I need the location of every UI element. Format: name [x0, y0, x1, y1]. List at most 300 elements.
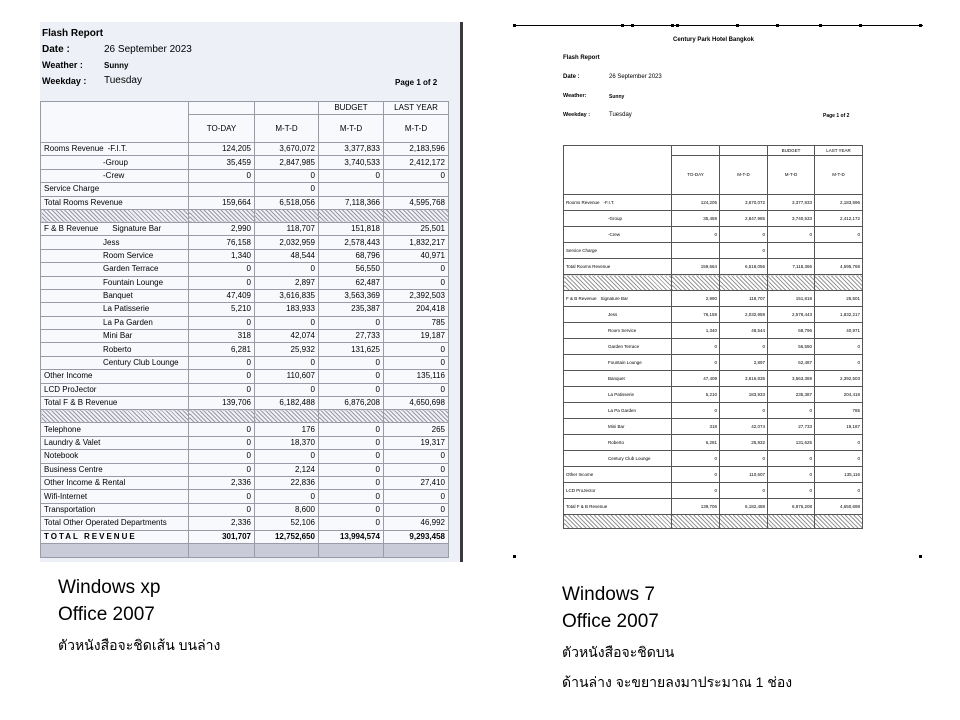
- row-label: [564, 291, 672, 307]
- row-sublabel: Garden Terrace: [608, 343, 640, 349]
- row-label: [41, 397, 189, 410]
- today-value: 76,158: [189, 236, 255, 249]
- today-value: 76,158: [672, 307, 720, 323]
- budget-value: 68,796: [768, 323, 815, 339]
- last-year-value: 0: [815, 483, 863, 499]
- today-value: 0: [189, 169, 255, 182]
- mtd-value: 48,544: [720, 323, 768, 339]
- today-value: 0: [189, 356, 255, 369]
- budget-value: 0: [319, 517, 384, 530]
- separator-cell: [384, 209, 449, 222]
- mtd-value: 0: [255, 263, 319, 276]
- row-sublabel: Jess: [103, 237, 120, 247]
- revenue-table: [40, 101, 449, 558]
- row-label-text: Total Other Operated Departments: [44, 518, 167, 528]
- budget-value: 6,876,208: [768, 499, 815, 515]
- today-value: 5,210: [189, 303, 255, 316]
- section-separator: [41, 209, 449, 222]
- section-separator: [564, 515, 863, 529]
- today-value: 47,409: [672, 371, 720, 387]
- table-row: [41, 490, 449, 503]
- budget-mtd-header: M-T-D: [768, 156, 815, 195]
- last-year-value: 2,412,172: [815, 211, 863, 227]
- today-value: 0: [672, 467, 720, 483]
- header-cell: [189, 102, 255, 115]
- last-year-value: 0: [384, 276, 449, 289]
- last-year-value: 9,293,458: [384, 530, 449, 543]
- today-value: 0: [189, 316, 255, 329]
- budget-value: 3,377,833: [319, 143, 384, 156]
- budget-value: 0: [319, 436, 384, 449]
- table-row: [41, 156, 449, 169]
- margin-marker: [819, 24, 822, 27]
- mtd-value: 42,074: [255, 330, 319, 343]
- table-row: [41, 143, 449, 156]
- budget-value: 68,796: [319, 249, 384, 262]
- row-sublabel: Signature Bar: [600, 295, 629, 301]
- budget-value: 0: [319, 450, 384, 463]
- table-row: [41, 517, 449, 530]
- margin-marker: [513, 555, 516, 558]
- today-header: TO-DAY: [189, 115, 255, 143]
- today-value: 1,340: [189, 249, 255, 262]
- table-row: [41, 397, 449, 410]
- margin-marker: [736, 24, 739, 27]
- today-value: 318: [672, 419, 720, 435]
- table-row: [41, 436, 449, 449]
- last-year-value: 0: [384, 263, 449, 276]
- table-row: [41, 463, 449, 476]
- last-year-value: 4,595,768: [384, 196, 449, 209]
- section-separator: [41, 410, 449, 423]
- table-row: [564, 243, 863, 259]
- today-value: 0: [189, 503, 255, 516]
- row-label: [564, 435, 672, 451]
- row-sublabel: Century Club Lounge: [103, 358, 179, 368]
- separator-cell: [720, 515, 768, 529]
- last-year-value: 0: [384, 343, 449, 356]
- mtd-value: 2,847,985: [255, 156, 319, 169]
- today-value: 139,706: [189, 397, 255, 410]
- last-year-value: 2,183,596: [815, 195, 863, 211]
- row-label-text: Notebook: [44, 451, 79, 461]
- row-label: [41, 276, 189, 289]
- mtd-value: 8,600: [255, 503, 319, 516]
- today-value: 0: [189, 450, 255, 463]
- today-value: [672, 243, 720, 259]
- left-office-caption: Office 2007: [58, 604, 155, 625]
- row-label: [41, 436, 189, 449]
- row-label-text: Transportation: [44, 504, 96, 514]
- budget-value: 0: [319, 503, 384, 516]
- right-note-caption-2: ด้านล่าง จะขยายลงมาประมาณ 1 ช่อง: [562, 674, 793, 690]
- row-label: [41, 183, 189, 196]
- table-row: [41, 383, 449, 396]
- mtd-value: 0: [720, 227, 768, 243]
- budget-mtd-header: M-T-D: [319, 115, 384, 143]
- table-row: [41, 343, 449, 356]
- row-sublabel: -F.I.T.: [107, 144, 128, 154]
- header-cell: [720, 146, 768, 156]
- row-label: [41, 343, 189, 356]
- row-label: [564, 483, 672, 499]
- row-label: [564, 307, 672, 323]
- budget-value: 3,740,533: [319, 156, 384, 169]
- header-row-top: [564, 146, 863, 156]
- weekday-label: Weekday :: [563, 112, 591, 118]
- last-year-value: 19,187: [815, 419, 863, 435]
- budget-value: 3,740,533: [768, 211, 815, 227]
- row-label: [564, 387, 672, 403]
- today-value: 0: [189, 276, 255, 289]
- mtd-value: 110,607: [255, 370, 319, 383]
- table-row: [564, 371, 863, 387]
- row-label: [41, 450, 189, 463]
- weather-value: Sunny: [609, 94, 625, 100]
- table-row: [41, 263, 449, 276]
- budget-value: 0: [319, 476, 384, 489]
- separator-cell: [255, 543, 319, 557]
- last-year-value: 0: [815, 355, 863, 371]
- separator-cell: [255, 410, 319, 423]
- mtd-value: 0: [720, 339, 768, 355]
- row-label-text: Rooms Revenue: [44, 144, 104, 154]
- today-value: 139,706: [672, 499, 720, 515]
- left-os-caption: Windows xp: [58, 577, 161, 598]
- separator-cell: [255, 209, 319, 222]
- revenue-table: [563, 145, 863, 529]
- table-row: [41, 503, 449, 516]
- separator-cell: [815, 515, 863, 529]
- date-value: 26 September 2023: [609, 74, 662, 80]
- table-row: [564, 499, 863, 515]
- table-row: [564, 483, 863, 499]
- weather-label: Weather:: [563, 93, 587, 99]
- budget-value: 235,387: [319, 303, 384, 316]
- right-os-caption: Windows 7: [562, 584, 655, 605]
- table-row: [564, 435, 863, 451]
- table-row: [564, 339, 863, 355]
- row-label-text: Total Rooms Revenue: [566, 263, 611, 269]
- table-row: [564, 451, 863, 467]
- row-label-text: Total F & B Revenue: [44, 398, 118, 408]
- row-sublabel: Room Service: [103, 250, 154, 260]
- budget-header: BUDGET: [768, 146, 815, 156]
- row-sublabel: Fountain Lounge: [103, 277, 164, 287]
- last-year-value: 204,418: [384, 303, 449, 316]
- today-value: 0: [189, 436, 255, 449]
- today-value: [189, 183, 255, 196]
- last-year-value: 2,183,596: [384, 143, 449, 156]
- last-year-value: 4,650,698: [384, 397, 449, 410]
- budget-value: [768, 243, 815, 259]
- last-year-value: 46,992: [384, 517, 449, 530]
- budget-value: 56,550: [768, 339, 815, 355]
- row-label: [564, 195, 672, 211]
- budget-value: 7,118,366: [319, 196, 384, 209]
- last-year-value: 2,392,503: [384, 289, 449, 302]
- row-sublabel: Signature Bar: [112, 224, 162, 234]
- last-year-value: [815, 243, 863, 259]
- budget-value: 13,994,574: [319, 530, 384, 543]
- mtd-value: 2,032,959: [720, 307, 768, 323]
- table-row: [41, 423, 449, 436]
- footer-band: [41, 543, 449, 557]
- today-value: 0: [672, 403, 720, 419]
- row-label: [41, 517, 189, 530]
- mtd-value: 6,182,488: [255, 397, 319, 410]
- last-year-value: 19,187: [384, 330, 449, 343]
- mtd-value: 3,670,072: [720, 195, 768, 211]
- today-value: 6,281: [672, 435, 720, 451]
- budget-value: 0: [319, 490, 384, 503]
- mtd-value: 6,182,488: [720, 499, 768, 515]
- row-label: [41, 169, 189, 182]
- budget-value: 2,578,443: [319, 236, 384, 249]
- mtd-value: 0: [255, 356, 319, 369]
- separator-cell: [319, 543, 384, 557]
- today-value: 0: [672, 355, 720, 371]
- margin-marker: [631, 24, 634, 27]
- table-row: [41, 222, 449, 235]
- today-value: 2,336: [189, 517, 255, 530]
- budget-value: 0: [319, 383, 384, 396]
- header-cell: [255, 102, 319, 115]
- budget-value: 0: [319, 316, 384, 329]
- budget-value: 2,578,443: [768, 307, 815, 323]
- today-value: 159,664: [189, 196, 255, 209]
- table-row: [564, 259, 863, 275]
- budget-value: 56,550: [319, 263, 384, 276]
- row-sublabel: Banquet: [608, 375, 625, 381]
- row-sublabel: Mini Bar: [608, 423, 625, 429]
- budget-value: 62,487: [768, 355, 815, 371]
- budget-value: 0: [319, 463, 384, 476]
- budget-value: 131,625: [319, 343, 384, 356]
- row-label-text: Total F & B Revenue: [566, 503, 608, 509]
- last-year-mtd-header: M-T-D: [384, 115, 449, 143]
- header-cell: [41, 102, 189, 143]
- mtd-value: 118,707: [720, 291, 768, 307]
- last-year-value: 4,650,698: [815, 499, 863, 515]
- budget-value: 0: [768, 403, 815, 419]
- mtd-value: 2,847,985: [720, 211, 768, 227]
- today-value: 1,340: [672, 323, 720, 339]
- last-year-value: 25,501: [384, 222, 449, 235]
- table-row: [564, 387, 863, 403]
- separator-cell: [564, 275, 672, 291]
- row-sublabel: La Patisserie: [103, 304, 150, 314]
- table-row: [564, 419, 863, 435]
- mtd-value: 2,897: [720, 355, 768, 371]
- table-row: [564, 467, 863, 483]
- mtd-value: 118,707: [255, 222, 319, 235]
- last-year-value: 785: [384, 316, 449, 329]
- mtd-value: 3,670,072: [255, 143, 319, 156]
- row-label: [564, 243, 672, 259]
- last-year-value: 2,412,172: [384, 156, 449, 169]
- row-label: [41, 196, 189, 209]
- row-label: [564, 467, 672, 483]
- row-label: [41, 236, 189, 249]
- separator-cell: [189, 410, 255, 423]
- budget-value: 0: [319, 370, 384, 383]
- budget-value: 151,818: [768, 291, 815, 307]
- separator-cell: [768, 275, 815, 291]
- mtd-value: 0: [720, 243, 768, 259]
- row-label: [41, 476, 189, 489]
- today-value: 0: [189, 370, 255, 383]
- row-sublabel: -Crew: [103, 170, 125, 180]
- last-year-value: 40,971: [815, 323, 863, 339]
- last-year-value: 0: [384, 503, 449, 516]
- budget-value: 151,818: [319, 222, 384, 235]
- row-label: [41, 222, 189, 235]
- table-row: [41, 330, 449, 343]
- row-label: [41, 356, 189, 369]
- table-row: [41, 249, 449, 262]
- today-value: 0: [672, 451, 720, 467]
- row-label: [564, 339, 672, 355]
- last-year-value: 2,392,503: [815, 371, 863, 387]
- row-label: [41, 263, 189, 276]
- page-number: Page 1 of 2: [823, 113, 850, 119]
- row-label: [41, 316, 189, 329]
- margin-marker: [859, 24, 862, 27]
- last-year-value: 1,832,217: [815, 307, 863, 323]
- table-row: [41, 289, 449, 302]
- row-label: [41, 530, 189, 543]
- separator-cell: [319, 410, 384, 423]
- row-sublabel: Mini Bar: [103, 331, 133, 341]
- today-value: 0: [189, 263, 255, 276]
- last-year-value: 0: [384, 383, 449, 396]
- separator-cell: [384, 543, 449, 557]
- today-value: 2,336: [189, 476, 255, 489]
- table-row: [564, 195, 863, 211]
- row-label: [564, 211, 672, 227]
- table-row: [564, 323, 863, 339]
- last-year-value: 0: [815, 227, 863, 243]
- header-cell: [564, 146, 672, 195]
- separator-cell: [720, 275, 768, 291]
- today-value: 5,210: [672, 387, 720, 403]
- last-year-value: 0: [815, 451, 863, 467]
- today-value: 0: [672, 227, 720, 243]
- mtd-value: 6,518,056: [720, 259, 768, 275]
- row-label: [564, 355, 672, 371]
- last-year-value: 0: [815, 435, 863, 451]
- mtd-value: 3,616,835: [720, 371, 768, 387]
- mtd-value: 6,518,056: [255, 196, 319, 209]
- table-row: [41, 450, 449, 463]
- weather-value: Sunny: [104, 61, 129, 70]
- row-label-text: Other Income & Rental: [44, 478, 126, 488]
- last-year-value: 1,832,217: [384, 236, 449, 249]
- today-value: 0: [672, 483, 720, 499]
- right-report-windows-7: [513, 25, 923, 558]
- table-row: [41, 356, 449, 369]
- row-sublabel: Fountain Lounge: [608, 359, 642, 365]
- mtd-value: 3,616,835: [255, 289, 319, 302]
- last-year-header: LAST YEAR: [384, 102, 449, 115]
- separator-cell: [189, 543, 255, 557]
- separator-cell: [319, 209, 384, 222]
- today-value: 35,459: [672, 211, 720, 227]
- row-sublabel: Banquet: [103, 291, 133, 301]
- last-year-value: 265: [384, 423, 449, 436]
- budget-value: 0: [768, 227, 815, 243]
- budget-value: 6,876,208: [319, 397, 384, 410]
- row-label: [41, 289, 189, 302]
- budget-value: 27,733: [319, 330, 384, 343]
- row-label: [41, 249, 189, 262]
- row-label: [564, 419, 672, 435]
- row-label: [41, 503, 189, 516]
- last-year-value: [384, 183, 449, 196]
- row-sublabel: -F.I.T.: [603, 199, 615, 205]
- table-row: [564, 403, 863, 419]
- today-value: 6,281: [189, 343, 255, 356]
- row-label-text: Business Centre: [44, 464, 103, 474]
- row-label: [564, 227, 672, 243]
- today-value: 0: [672, 339, 720, 355]
- margin-marker: [676, 24, 679, 27]
- row-label-text: F & B Revenue: [566, 295, 597, 301]
- mtd-header: M-T-D: [255, 115, 319, 143]
- header-row-top: [41, 102, 449, 115]
- table-row: [41, 183, 449, 196]
- last-year-value: 40,971: [384, 249, 449, 262]
- mtd-value: 52,106: [255, 517, 319, 530]
- mtd-value: 0: [255, 316, 319, 329]
- row-label: [41, 383, 189, 396]
- separator-cell: [41, 543, 189, 557]
- today-header: TO-DAY: [672, 156, 720, 195]
- left-note-caption: ตัวหนังสือจะชิดเส้น บนล่าง: [58, 637, 221, 653]
- today-value: 0: [189, 423, 255, 436]
- row-sublabel: -Group: [608, 215, 623, 221]
- row-label: [564, 451, 672, 467]
- mtd-value: 2,124: [255, 463, 319, 476]
- last-year-mtd-header: M-T-D: [815, 156, 863, 195]
- today-value: 124,205: [672, 195, 720, 211]
- today-value: 2,990: [672, 291, 720, 307]
- mtd-value: 110,607: [720, 467, 768, 483]
- separator-cell: [672, 275, 720, 291]
- row-label: [41, 330, 189, 343]
- mtd-value: 0: [255, 169, 319, 182]
- table-row: [41, 196, 449, 209]
- budget-value: 131,625: [768, 435, 815, 451]
- margin-marker: [776, 24, 779, 27]
- row-label: [41, 370, 189, 383]
- mtd-value: 42,074: [720, 419, 768, 435]
- row-sublabel: La Pa Garden: [103, 317, 153, 327]
- row-label: [564, 403, 672, 419]
- separator-cell: [41, 410, 189, 423]
- today-value: 301,707: [189, 530, 255, 543]
- table-row: [41, 303, 449, 316]
- row-sublabel: Roberto: [103, 344, 132, 354]
- today-value: 47,409: [189, 289, 255, 302]
- row-label-text: Service Charge: [566, 247, 598, 253]
- separator-cell: [672, 515, 720, 529]
- mtd-value: 176: [255, 423, 319, 436]
- today-value: 0: [189, 463, 255, 476]
- row-label: [41, 303, 189, 316]
- date-value: 26 September 2023: [104, 44, 192, 55]
